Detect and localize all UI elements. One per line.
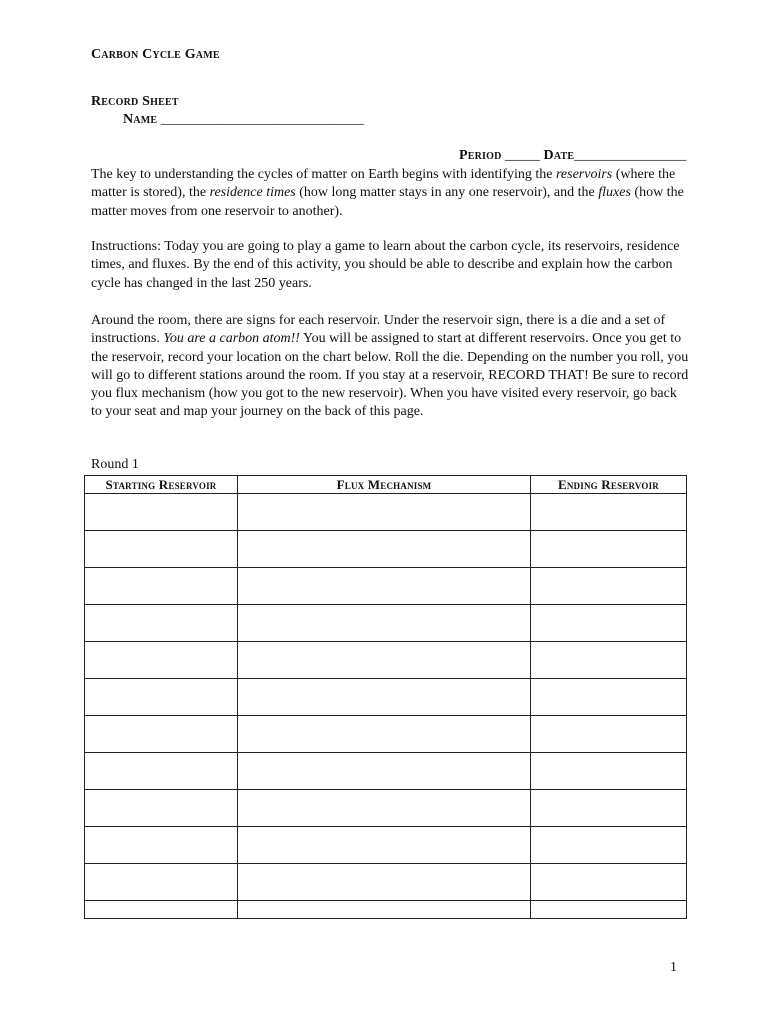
period-label: Period — [459, 148, 502, 163]
ending-reservoir-cell[interactable] — [531, 531, 687, 568]
starting-reservoir-cell[interactable] — [85, 827, 238, 864]
flux-mechanism-cell[interactable] — [238, 531, 531, 568]
record-table — [84, 475, 687, 919]
starting-reservoir-cell[interactable] — [85, 679, 238, 716]
ending-reservoir-cell[interactable] — [531, 679, 687, 716]
table-row — [85, 790, 687, 827]
table-row — [85, 531, 687, 568]
starting-reservoir-cell[interactable] — [85, 494, 238, 531]
table-header-row — [85, 476, 687, 494]
term-reservoirs: reservoirs — [556, 167, 613, 182]
intro-text-1: The key to understanding the cycles of matter on Earth begins with identifying the — [91, 167, 556, 182]
starting-reservoir-cell[interactable] — [85, 901, 238, 919]
starting-reservoir-cell[interactable] — [85, 642, 238, 679]
flux-mechanism-cell[interactable] — [238, 827, 531, 864]
flux-mechanism-cell[interactable] — [238, 605, 531, 642]
document-title: Carbon Cycle Game — [91, 47, 220, 62]
ending-reservoir-cell[interactable] — [531, 864, 687, 901]
page-number: 1 — [670, 960, 677, 975]
ending-reservoir-cell[interactable] — [531, 605, 687, 642]
rules-text-2: You will be assigned to start at different reservoirs. Once you get to the reservoir, record your location on the chart below. Roll the die. Depending on the number you roll, you will go to different stations around the room. If you stay at a reservoir, RECORD THAT! Be sure to record you flux mechanism (how you got to the new reservoir). When you have visited every reservoir, go back to your seat and map your journey on the back of this page. — [91, 331, 689, 420]
term-residence-times: residence times — [209, 185, 296, 201]
table-row — [85, 716, 687, 753]
period-date-line — [459, 148, 686, 164]
ending-reservoir-cell[interactable] — [531, 901, 687, 919]
record-sheet-heading: Record Sheet — [91, 94, 179, 109]
flux-mechanism-cell[interactable] — [238, 753, 531, 790]
table-row — [85, 679, 687, 716]
flux-mechanism-cell[interactable] — [238, 716, 531, 753]
ending-reservoir-cell[interactable] — [531, 642, 687, 679]
table-row — [85, 568, 687, 605]
flux-mechanism-cell[interactable] — [238, 901, 531, 919]
intro-text-3: (how long matter stays in any one reservoir), and the — [295, 185, 599, 201]
table-row — [85, 494, 687, 531]
starting-reservoir-cell[interactable] — [85, 531, 238, 568]
date-label: Date — [543, 148, 575, 163]
name-line — [123, 112, 364, 128]
header-ending-reservoir: Ending Reservoir — [531, 476, 687, 494]
round-label: Round 1 — [91, 457, 139, 472]
rules-text-1: Around the room, there are signs for each reservoir. Under the reservoir sign, there is a die and a set of instructions. — [91, 313, 666, 347]
starting-reservoir-cell[interactable] — [85, 790, 238, 827]
table-row — [85, 901, 687, 919]
intro-text-4: (how the matter moves from one reservoir to another). — [91, 185, 684, 219]
ending-reservoir-cell[interactable] — [531, 790, 687, 827]
intro-paragraph — [91, 166, 691, 221]
name-blank: _____________________________ — [160, 112, 364, 127]
term-fluxes: fluxes — [598, 185, 631, 201]
flux-mechanism-cell[interactable] — [238, 642, 531, 679]
starting-reservoir-cell[interactable] — [85, 864, 238, 901]
starting-reservoir-cell[interactable] — [85, 605, 238, 642]
name-label: Name — [123, 112, 158, 127]
table-row — [85, 605, 687, 642]
instructions-paragraph: Instructions: Today you are going to play a game to learn about the carbon cycle, its reservoirs, residence times, and fluxes. By the end of this activity, you should be able to describe and explain how the carbon cycle has changed in the last 250 years. — [91, 239, 680, 291]
game-rules-paragraph — [91, 312, 691, 422]
header-flux-mechanism: Flux Mechanism — [238, 476, 531, 494]
flux-mechanism-cell[interactable] — [238, 679, 531, 716]
table-row — [85, 753, 687, 790]
ending-reservoir-cell[interactable] — [531, 827, 687, 864]
ending-reservoir-cell[interactable] — [531, 753, 687, 790]
flux-mechanism-cell[interactable] — [238, 568, 531, 605]
ending-reservoir-cell[interactable] — [531, 494, 687, 531]
ending-reservoir-cell[interactable] — [531, 716, 687, 753]
starting-reservoir-cell[interactable] — [85, 716, 238, 753]
header-starting-reservoir: Starting Reservoir — [85, 476, 238, 494]
flux-mechanism-cell[interactable] — [238, 494, 531, 531]
intro-text-2: (where the matter is stored), the — [91, 167, 676, 201]
carbon-atom-emphasis: You are a carbon atom!! — [163, 331, 300, 347]
table-row — [85, 827, 687, 864]
starting-reservoir-cell[interactable] — [85, 568, 238, 605]
table-row — [85, 864, 687, 901]
starting-reservoir-cell[interactable] — [85, 753, 238, 790]
period-blank: _____ — [505, 148, 541, 163]
table-row — [85, 642, 687, 679]
ending-reservoir-cell[interactable] — [531, 568, 687, 605]
date-blank: ________________ — [574, 148, 687, 163]
flux-mechanism-cell[interactable] — [238, 790, 531, 827]
flux-mechanism-cell[interactable] — [238, 864, 531, 901]
